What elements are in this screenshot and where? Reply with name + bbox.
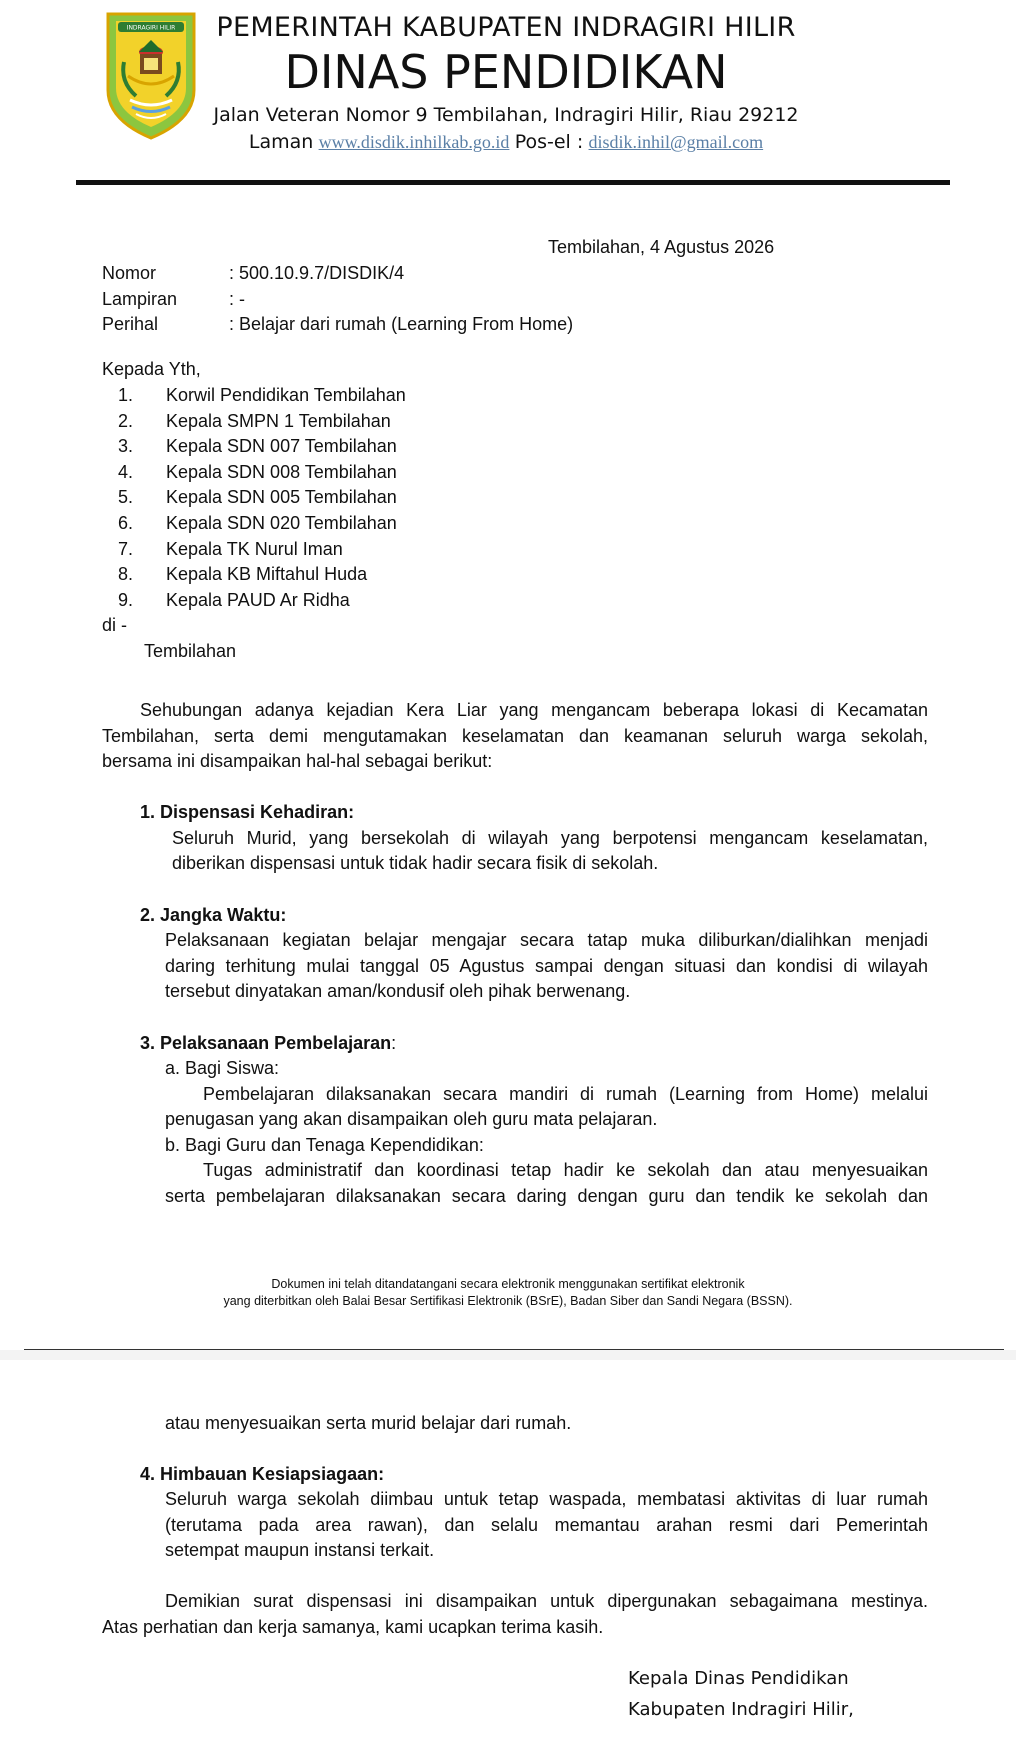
page-break <box>0 1350 1016 1360</box>
list-item: Korwil Pendidikan Tembilahan <box>166 385 406 405</box>
list-item-number: 2. <box>118 411 134 431</box>
header-agency-name: DINAS PENDIDIKAN <box>284 45 728 99</box>
paragraph-line: Atas perhatian dan kerja samanya, kami ucapkan terima kasih. <box>102 1617 604 1637</box>
list-item: Kepala SDN 007 Tembilahan <box>166 436 397 456</box>
list-item-number: 9. <box>118 590 134 610</box>
meta-label-nomor: Nomor <box>102 263 157 283</box>
paragraph-line: Pembelajaran dilaksanakan secara mandiri di rumah (Learning from Home) melalui <box>203 1084 928 1104</box>
paragraph-line: Sehubungan adanya kejadian Kera Liar yang mengancam beberapa lokasi di Kecamatan <box>140 700 928 720</box>
point-title: 4. Himbauan Kesiapsiagaan: <box>140 1464 385 1484</box>
svg-text:INDRAGIRI HILIR: INDRAGIRI HILIR <box>126 24 176 32</box>
place-date: Tembilahan, 4 Agustus 2026 <box>548 237 775 257</box>
subpoint-students-label: a. Bagi Siswa: <box>165 1058 280 1078</box>
recipient-heading: Kepada Yth, <box>102 359 201 379</box>
header-divider <box>76 180 950 185</box>
paragraph-line: daring terhitung mulai tanggal 05 Agustus sampai dengan situasi dan kondisi di wilayah <box>165 956 928 976</box>
recipient-city: Tembilahan <box>144 641 237 661</box>
email-label: Pos-el : <box>514 131 584 153</box>
list-item: Kepala TK Nurul Iman <box>166 539 343 559</box>
website-link[interactable]: www.disdik.inhilkab.go.id <box>318 132 510 152</box>
paragraph-line: Demikian surat dispensasi ini disampaikan untuk dipergunakan sebagaimana mestinya. <box>165 1591 928 1611</box>
esign-line: Dokumen ini telah ditandatangani secara elektronik menggunakan sertifikat elektronik <box>271 1277 745 1291</box>
list-item: Kepala SDN 008 Tembilahan <box>166 462 397 482</box>
paragraph-line: Seluruh Murid, yang bersekolah di wilayah yang berpotensi mengancam keselamatan, <box>172 828 928 848</box>
header-contact <box>206 129 806 156</box>
list-item-number: 5. <box>118 487 134 507</box>
paragraph-line: penugasan yang akan disampaikan oleh guru mata pelajaran. <box>165 1109 658 1129</box>
list-item-number: 3. <box>118 436 134 456</box>
page-divider <box>24 1349 1004 1350</box>
paragraph-line: tersebut dinyatakan aman/kondusif oleh pihak berwenang. <box>165 981 631 1001</box>
list-item: Kepala SMPN 1 Tembilahan <box>166 411 391 431</box>
esign-line: yang diterbitkan oleh Balai Besar Sertifikasi Elektronik (BSrE), Badan Siber dan Sandi Negara (BSSN). <box>223 1294 793 1308</box>
signatory-office: Kabupaten Indragiri Hilir, <box>628 1699 854 1720</box>
list-item-number: 4. <box>118 462 134 482</box>
recipient-di: di - <box>102 615 128 635</box>
list-item: Kepala SDN 020 Tembilahan <box>166 513 397 533</box>
meta-label-perihal: Perihal <box>102 314 159 334</box>
paragraph-line: bersama ini disampaikan hal-hal sebagai berikut: <box>102 751 493 771</box>
paragraph-line: Tembilahan, serta demi mengutamakan keselamatan dan keamanan seluruh warga sekolah, <box>102 726 928 746</box>
list-item-number: 7. <box>118 539 134 559</box>
meta-value-perihal: : Belajar dari rumah (Learning From Home) <box>229 314 574 334</box>
header-government-name: PEMERINTAH KABUPATEN INDRAGIRI HILIR <box>216 12 796 43</box>
meta-label-lampiran: Lampiran <box>102 289 178 309</box>
email-link[interactable]: disdik.inhil@gmail.com <box>588 132 764 152</box>
list-item-number: 6. <box>118 513 134 533</box>
signatory-title: Kepala Dinas Pendidikan <box>628 1668 849 1689</box>
paragraph-line: (terutama pada area rawan), dan selalu memantau arahan resmi dari Pemerintah <box>165 1515 928 1535</box>
point-title: 1. Dispensasi Kehadiran: <box>140 802 355 822</box>
paragraph-line: Pelaksanaan kegiatan belajar mengajar secara tatap muka diliburkan/dialihkan menjadi <box>165 930 928 950</box>
subpoint-teachers-label: b. Bagi Guru dan Tenaga Kependidikan: <box>165 1135 484 1155</box>
list-item-number: 8. <box>118 564 134 584</box>
list-item: Kepala KB Miftahul Huda <box>166 564 368 584</box>
list-item-number: 1. <box>118 385 134 405</box>
meta-value-nomor: : 500.10.9.7/DISDIK/4 <box>229 263 405 283</box>
paragraph-line: setempat maupun instansi terkait. <box>165 1540 435 1560</box>
paragraph-line: Seluruh warga sekolah diimbau untuk tetap waspada, membatasi aktivitas di luar rumah <box>165 1489 928 1509</box>
web-label: Laman <box>248 131 314 153</box>
regency-emblem-icon <box>106 12 196 140</box>
paragraph-line: serta pembelajaran dilaksanakan secara daring dengan guru dan tendik ke sekolah dan <box>165 1186 928 1206</box>
meta-value-lampiran: : - <box>229 289 245 309</box>
header-address: Jalan Veteran Nomor 9 Tembilahan, Indragiri Hilir, Riau 29212 <box>213 104 799 126</box>
point-title: 3. Pelaksanaan Pembelajaran: <box>140 1033 397 1053</box>
list-item: Kepala SDN 005 Tembilahan <box>166 487 397 507</box>
paragraph-line: diberikan dispensasi untuk tidak hadir secara fisik di sekolah. <box>172 853 659 873</box>
paragraph-line: Tugas administratif dan koordinasi tetap hadir ke sekolah dan atau menyesuaikan <box>203 1160 928 1180</box>
point-title: 2. Jangka Waktu: <box>140 905 287 925</box>
list-item: Kepala PAUD Ar Ridha <box>166 590 350 610</box>
paragraph-line: atau menyesuaikan serta murid belajar dari rumah. <box>165 1413 572 1433</box>
